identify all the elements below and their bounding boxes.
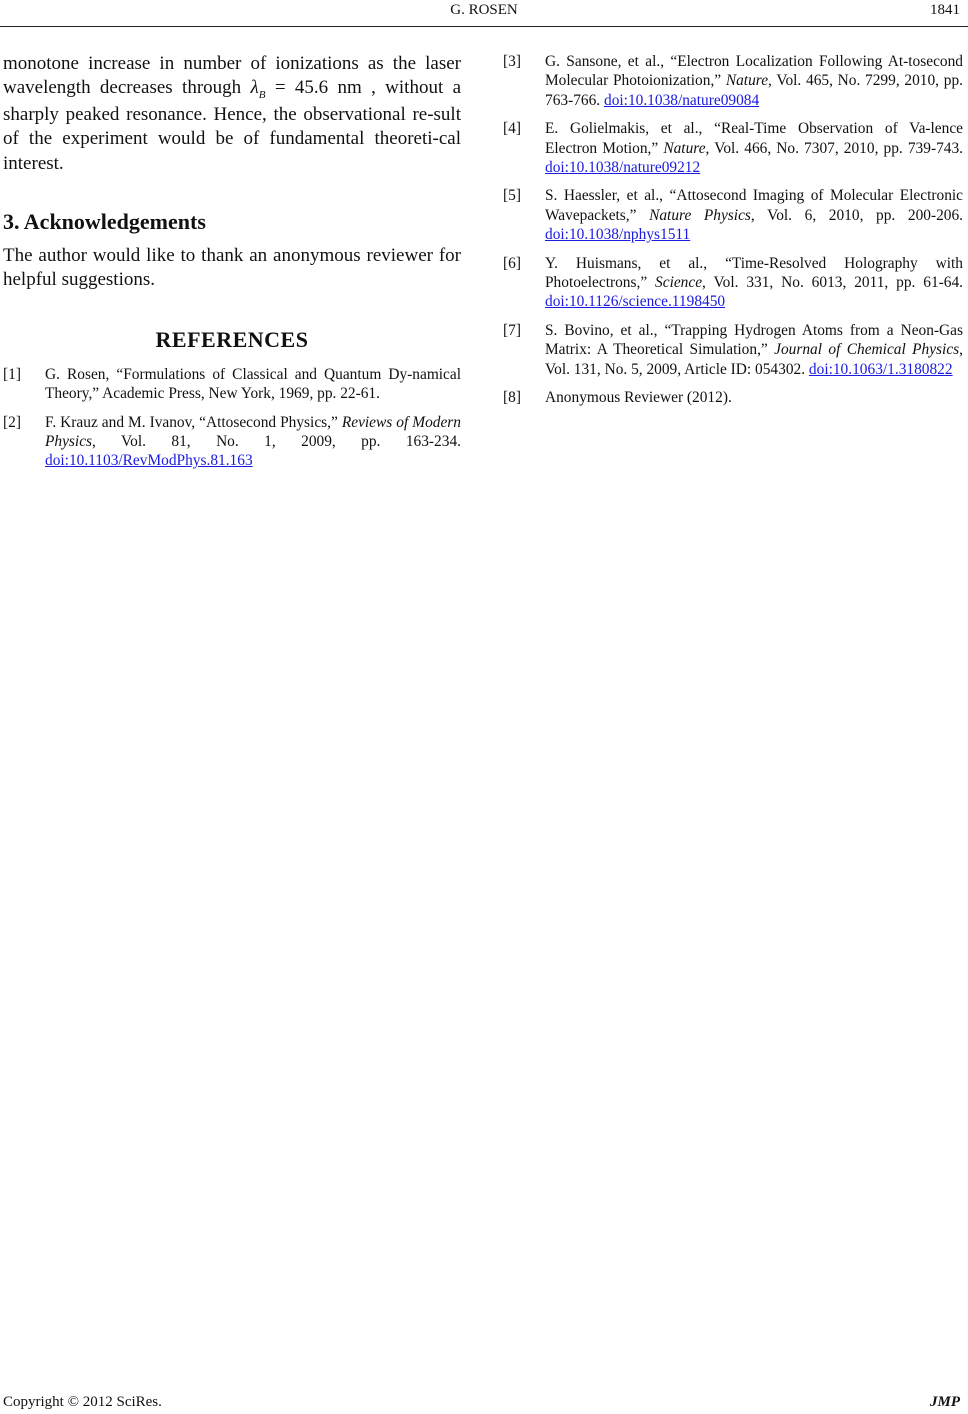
reference-item bbox=[503, 388, 963, 407]
running-header-author: G. ROSEN bbox=[450, 2, 518, 18]
reference-text bbox=[545, 186, 963, 244]
references-heading: REFERENCES bbox=[155, 326, 309, 352]
reference-text bbox=[545, 388, 963, 407]
reference-number: [7] bbox=[503, 321, 521, 339]
reference-citation: S. Bovino, et al., “Trapping Hydrogen Atoms from a Neon-Gas Matrix: A Theoretical Simulation,” bbox=[545, 321, 963, 359]
reference-citation: E. Golielmakis, et al., “Real-Time Observation of Va-lence Electron Motion,” bbox=[545, 120, 963, 157]
reference-number: [8] bbox=[503, 389, 521, 407]
reference-text bbox=[545, 52, 963, 110]
doi-link[interactable]: doi:10.1103/RevModPhys.81.163 bbox=[45, 452, 253, 470]
reference-number: [4] bbox=[503, 120, 521, 138]
reference-citation: G. Rosen, “Formulations of Classical and Quantum Dy-namical Theory,” Academic Press, New York, 1969, pp. 22-61. bbox=[45, 365, 461, 403]
reference-text bbox=[45, 365, 461, 404]
reference-list-left bbox=[3, 365, 461, 471]
reference-number: [5] bbox=[503, 187, 521, 205]
lambda-value: = 45.6 nm bbox=[274, 77, 362, 99]
doi-link[interactable]: doi:10.1038/nphys1511 bbox=[545, 226, 691, 244]
reference-item bbox=[503, 119, 963, 177]
doi-link[interactable]: doi:10.1038/nature09212 bbox=[545, 159, 701, 177]
reference-citation: G. Sansone, et al., “Electron Localization Following At-tosecond Molecular Photoionization,” bbox=[545, 53, 963, 90]
reference-details: , Vol. 465, No. 7299, 2010, pp. 763-766. bbox=[545, 72, 963, 109]
reference-number: [1] bbox=[3, 365, 21, 383]
reference-item bbox=[503, 254, 963, 312]
reference-journal: Science bbox=[655, 274, 703, 292]
section-heading-acknowledgements: 3. Acknowledgements bbox=[3, 209, 206, 235]
reference-details: , Vol. 131, No. 5, 2009, Article ID: 054302. bbox=[545, 341, 963, 378]
doi-link[interactable]: doi:10.1126/science.1198450 bbox=[545, 293, 726, 311]
reference-text bbox=[545, 321, 963, 379]
reference-journal: Journal of Chemical Physics bbox=[774, 341, 960, 359]
doi-link[interactable]: doi:10.1038/nature09084 bbox=[604, 91, 760, 109]
reference-journal: Reviews of Modern Physics bbox=[45, 413, 461, 451]
lambda-symbol: λ bbox=[250, 77, 259, 99]
reference-item bbox=[3, 413, 461, 471]
acknowledgements-text: The author would like to thank an anonymous reviewer for helpful suggestions. bbox=[3, 245, 461, 291]
reference-journal: Nature bbox=[663, 139, 706, 157]
reference-journal: Nature bbox=[725, 72, 769, 90]
reference-number: [6] bbox=[503, 254, 521, 272]
left-column bbox=[3, 52, 461, 480]
page-number: 1841 bbox=[930, 2, 960, 18]
intro-before: monotone increase in number of ionizations as the laser wavelength decreases through bbox=[3, 53, 461, 99]
reference-number: [3] bbox=[503, 53, 521, 70]
reference-journal: Nature Physics bbox=[649, 206, 751, 224]
lambda-subscript: B bbox=[258, 89, 266, 102]
reference-item bbox=[503, 52, 963, 110]
doi-link[interactable]: doi:10.1063/1.3180822 bbox=[808, 360, 953, 378]
reference-item bbox=[503, 321, 963, 379]
reference-text bbox=[45, 413, 461, 471]
reference-details: , Vol. 466, No. 7307, 2010, pp. 739-743. bbox=[705, 139, 964, 157]
reference-item bbox=[3, 365, 461, 404]
header-rule bbox=[0, 26, 968, 27]
reference-details: , Vol. 6, 2010, pp. 200-206. bbox=[750, 206, 964, 224]
right-column bbox=[503, 52, 963, 417]
reference-list-right bbox=[503, 52, 963, 408]
reference-number: [2] bbox=[3, 413, 21, 431]
copyright-notice: Copyright © 2012 SciRes. bbox=[3, 1394, 162, 1410]
reference-citation: Y. Huismans, et al., “Time-Resolved Holography with Photoelectrons,” bbox=[545, 254, 963, 292]
reference-citation: F. Krauz and M. Ivanov, “Attosecond Physics,” bbox=[45, 413, 342, 431]
intro-paragraph bbox=[3, 52, 461, 176]
reference-item bbox=[503, 186, 963, 244]
reference-text bbox=[545, 254, 963, 312]
reference-citation: S. Haessler, et al., “Attosecond Imaging of Molecular Electronic Wavepackets,” bbox=[545, 187, 963, 224]
reference-details: , Vol. 331, No. 6013, 2011, pp. 61-64. bbox=[702, 274, 964, 292]
reference-details: , Vol. 81, No. 1, 2009, pp. 163-234. bbox=[92, 433, 461, 451]
reference-citation: Anonymous Reviewer (2012). bbox=[545, 389, 732, 407]
journal-abbreviation: JMP bbox=[930, 1394, 960, 1410]
intro-after: , without a sharply peaked resonance. Hence, the observational re-sult of the experiment would be of fundamental theoreti-cal interest. bbox=[3, 77, 462, 174]
reference-text bbox=[545, 119, 963, 177]
